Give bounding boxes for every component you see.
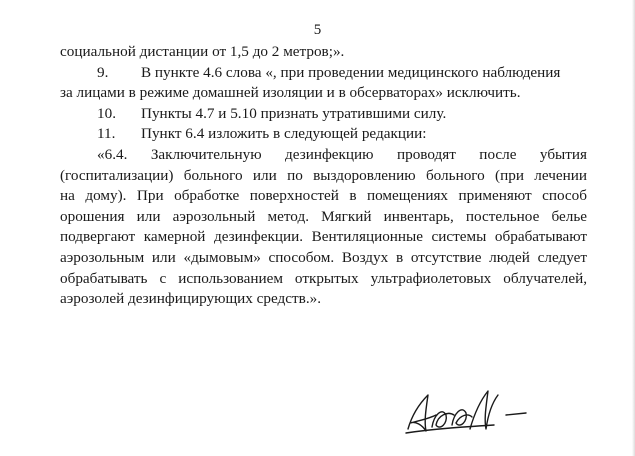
text-line: социальной дистанции от 1,5 до 2 метров;».: [60, 43, 345, 60]
handwritten-signature: [402, 385, 542, 445]
quote-line: орошения или аэрозольный метод. Мягкий инвентарь, постельное белье: [60, 207, 587, 225]
quote-line: на дому). При обработке поверхностей в помещениях применяют способ: [60, 187, 587, 205]
item-number: 11.: [97, 125, 116, 143]
document-body: [60, 42, 587, 310]
item-9: [60, 63, 587, 84]
text-line: В пункте 4.6 слова «, при проведении медицинского наблюдения: [141, 63, 561, 81]
quote-line: обрабатывать с использованием открытых ультрафиолетовых облучателей,: [60, 269, 587, 287]
item-number: 9.: [97, 63, 109, 81]
quote-line: аэрозолей дезинфицирующих средств.».: [60, 290, 322, 308]
text-line: Пункты 4.7 и 5.10 признать утратившими силу.: [141, 104, 447, 122]
quote-line: «6.4. Заключительную дезинфекцию проводят после убытия: [97, 145, 587, 163]
item-10: [60, 104, 587, 125]
quote-line: подвергают камерной дезинфекции. Вентиляционные системы обрабатывают: [60, 228, 587, 246]
text-line: Пункт 6.4 изложить в следующей редакции:: [141, 125, 427, 143]
quote-line: аэрозольным или «дымовым» способом. Воздух в отсутствие людей следует: [60, 248, 587, 266]
item-number: 10.: [97, 104, 116, 122]
page-number: 5: [313, 22, 322, 38]
item-11: [60, 124, 587, 145]
text-line: за лицами в режиме домашней изоляции и в обсерваторах» исключить.: [60, 84, 521, 102]
quote-line: (госпитализации) больного или по выздоровлению больного (при лечении: [60, 166, 587, 184]
